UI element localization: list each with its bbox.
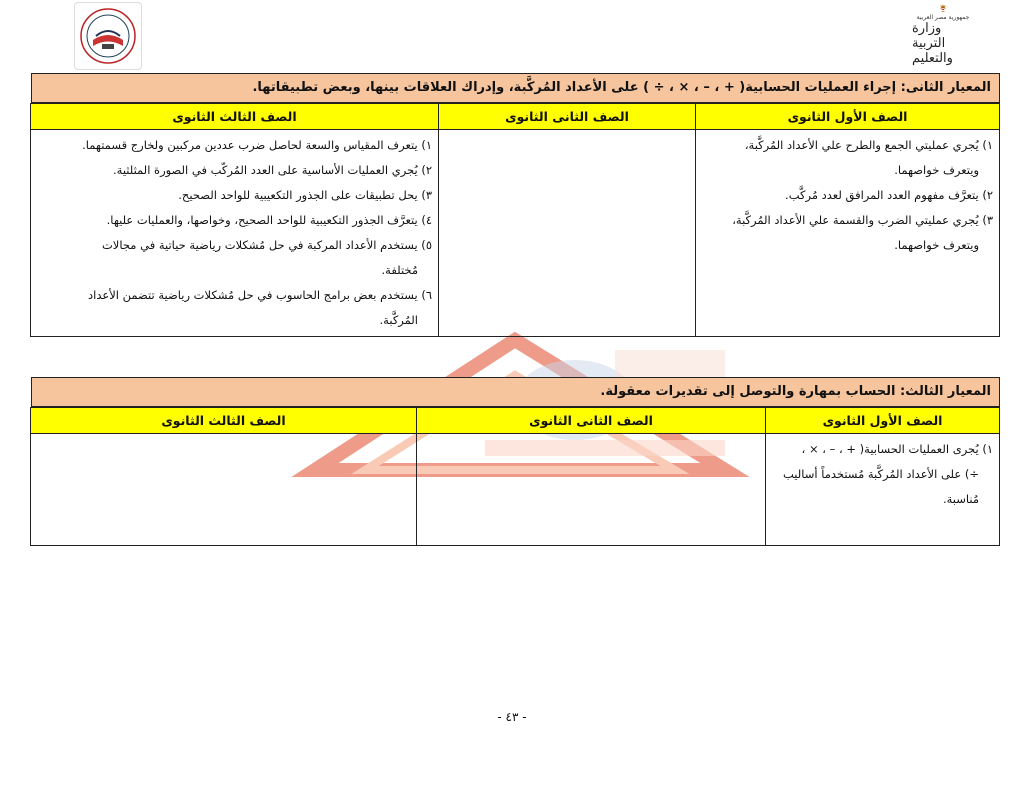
eagle-emblem-icon [929, 4, 957, 13]
first-secondary-cell [766, 434, 1000, 546]
list-item: ٢) يتعرَّف مفهوم العدد المرافق لعدد مُركَّب. [785, 188, 993, 202]
list-item: ٥) يستخدم الأعداد المركبة في حل مُشكلات رياضية حياتية في مجالات مُختلفة. [101, 238, 432, 277]
standard-three-section [31, 377, 1000, 546]
col-first-secondary: الصف الأول الثانوى [696, 104, 1000, 130]
first-secondary-cell [696, 130, 1000, 337]
standard-three-title: المعيار الثالث: الحساب بمهارة والتوصل إلى تقديرات معقولة. [31, 377, 1000, 407]
list-item: ١) يُجري عمليتي الجمع والطرح علي الأعداد المُركَّبة، ويتعرف خواصهما. [744, 138, 993, 177]
third-secondary-cell [31, 434, 417, 546]
standard-two-section [31, 73, 1000, 337]
ministry-logo [912, 4, 974, 66]
standard-two-table [30, 103, 1000, 337]
col-third-secondary: الصف الثالث الثانوى [31, 408, 417, 434]
col-third-secondary: الصف الثالث الثانوى [31, 104, 439, 130]
list-item: ١) يُجرى العمليات الحسابية( + ، – ، × ، ÷) على الأعداد المُركَّبة مُستخدماً أساليب مُناسبة. [782, 442, 993, 506]
list-item: ٢) يُجري العمليات الأساسية على العدد المُركّب في الصورة المثلثية. [113, 163, 432, 177]
list-item: ٣) يُجري عمليتي الضرب والقسمة علي الأعداد المُركَّبة، ويتعرف خواصهما. [732, 213, 993, 252]
institution-logo-icon [78, 6, 138, 66]
col-second-secondary: الصف الثانى الثانوى [439, 104, 696, 130]
ministry-name: وزارة التربية والتعليم [912, 21, 953, 66]
list-item: ٣) يحل تطبيقات على الجذور التكعيبية للواحد الصحيح. [178, 188, 432, 202]
standard-three-table [30, 407, 1000, 546]
col-first-secondary: الصف الأول الثانوى [766, 408, 1000, 434]
third-secondary-cell [31, 130, 439, 337]
list-item: ٤) يتعرَّف الجذور التكعيبية للواحد الصحيح، وخواصها، والعمليات عليها. [106, 213, 432, 227]
list-item: ٦) يستخدم بعض برامج الحاسوب في حل مُشكلات رياضية تتضمن الأعداد المُركَّبة. [88, 288, 432, 327]
institution-logo [74, 2, 142, 70]
second-secondary-cell [417, 434, 766, 546]
second-secondary-cell [439, 130, 696, 337]
ministry-caption: جمهورية مصر العربية [916, 14, 970, 21]
list-item: ١) يتعرف المقياس والسعة لحاصل ضرب عددين مركبين ولخارج قسمتهما. [82, 138, 432, 152]
standard-two-title: المعيار الثانى: إجراء العمليات الحسابية( + ، – ، × ، ÷ ) على الأعداد المُركَّبة، وإدراك العلاقات بينها، وبعض تطبيقاتها. [31, 73, 1000, 103]
col-second-secondary: الصف الثانى الثانوى [417, 408, 766, 434]
page-number: - ٤٣ - [497, 710, 527, 724]
